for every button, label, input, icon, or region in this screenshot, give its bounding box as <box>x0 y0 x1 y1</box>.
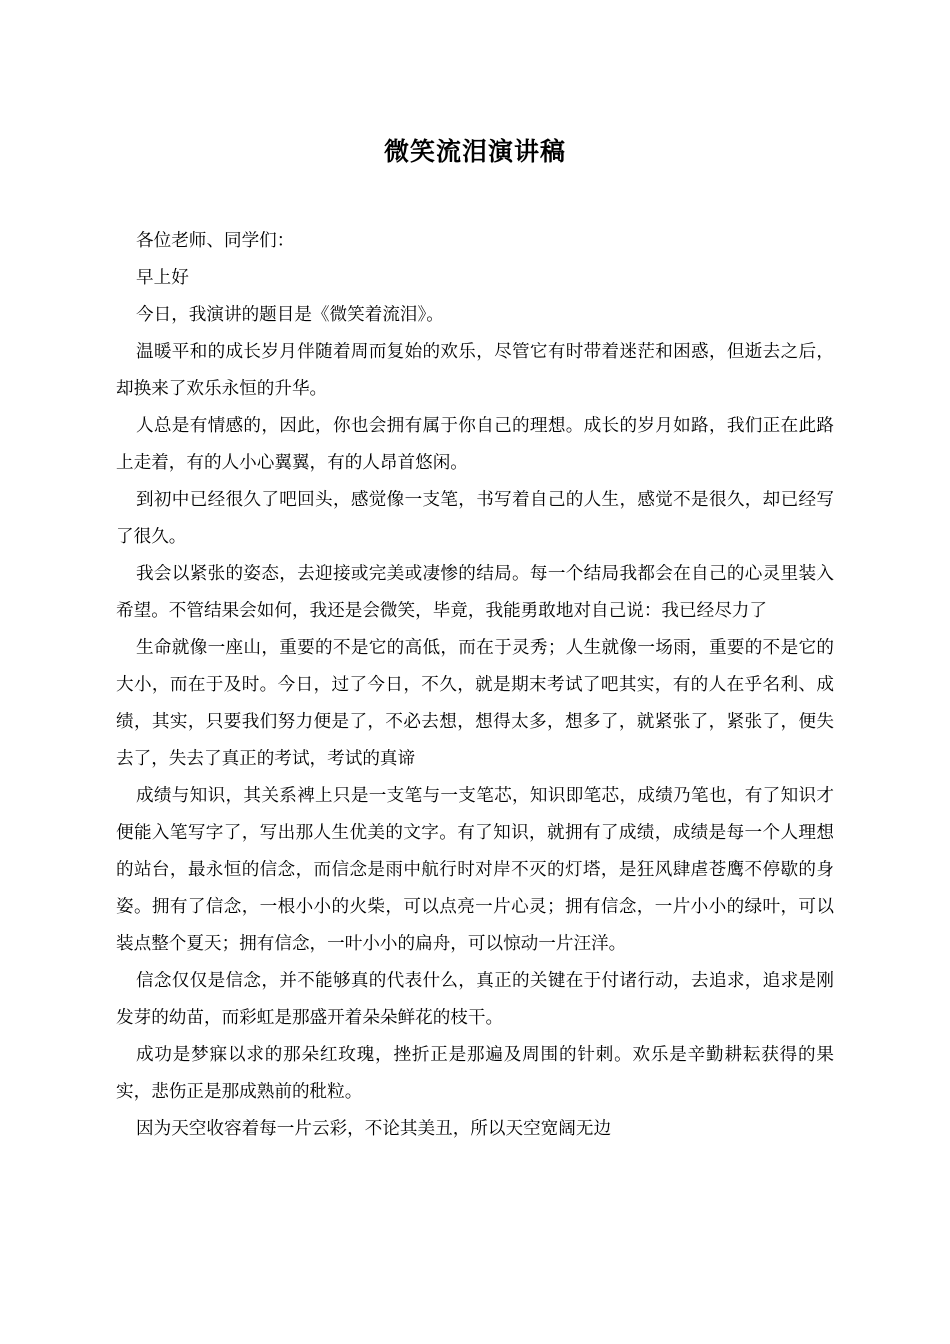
paragraph-topic: 今日，我演讲的题目是《微笑着流泪》。 <box>136 305 444 325</box>
paragraph-greeting: 各位老师、同学们： <box>136 231 295 251</box>
paragraph: 到初中已经很久了吧回头，感觉像一支笔，书写着自己的人生，感觉不是很久，却已经写了很久。 <box>116 490 834 547</box>
paragraph: 人总是有情感的，因此，你也会拥有属于你自己的理想。成长的岁月如路，我们正在此路上走着，有的人小心翼翼，有的人昂首悠闲。 <box>116 416 834 473</box>
paragraph: 信念仅仅是信念，并不能够真的代表什么，真正的关键在于付诸行动，去追求，追求是刚发芽的幼苗，而彩虹是那盛开着朵朵鲜花的枝干。 <box>116 971 834 1028</box>
paragraph: 因为天空收容着每一片云彩，不论其美丑，所以天空宽阔无边 <box>136 1119 612 1139</box>
paragraph: 生命就像一座山，重要的不是它的高低，而在于灵秀；人生就像一场雨，重要的不是它的大小，而在于及时。今日，过了今日，不久，就是期末考试了吧其实，有的人在乎名利、成绩，其实，只要我们努力便是了，不必去想，想得太多，想多了，就紧张了，紧张了，便失去了，失去了真正的考试，考试的真谛 <box>116 638 834 769</box>
paragraph: 成功是梦寐以求的那朵红玫瑰，挫折正是那遍及周围的针刺。欢乐是辛勤耕耘获得的果实，悲伤正是那成熟前的秕粒。 <box>116 1045 834 1102</box>
paragraph: 成绩与知识，其关系裨上只是一支笔与一支笔芯，知识即笔芯，成绩乃笔也，有了知识才便能入笔写字了，写出那人生优美的文字。有了知识，就拥有了成绩，成绩是每一个人理想的站台，最永恒的信念，而信念是雨中航行时对岸不灭的灯塔，是狂风肆虐苍鹰不停歇的身姿。拥有了信念，一根小小的火柴，可以点亮一片心灵；拥有信念，一片小小的绿叶，可以装点整个夏天；拥有信念，一叶小小的扁舟，可以惊动一片汪洋。 <box>116 786 834 954</box>
document-title: 微笑流泪演讲稿 <box>383 137 566 166</box>
paragraph: 温暖平和的成长岁月伴随着周而复始的欢乐，尽管它有时带着迷茫和困惑，但逝去之后，却换来了欢乐永恒的升华。 <box>116 342 834 399</box>
paragraph: 我会以紧张的姿态，去迎接或完美或凄惨的结局。每一个结局我都会在自己的心灵里装入希望。不管结果会如何，我还是会微笑，毕竟，我能勇敢地对自己说：我已经尽力了 <box>116 564 834 621</box>
document-body <box>116 223 834 1148</box>
paragraph-good-morning: 早上好 <box>136 268 189 288</box>
